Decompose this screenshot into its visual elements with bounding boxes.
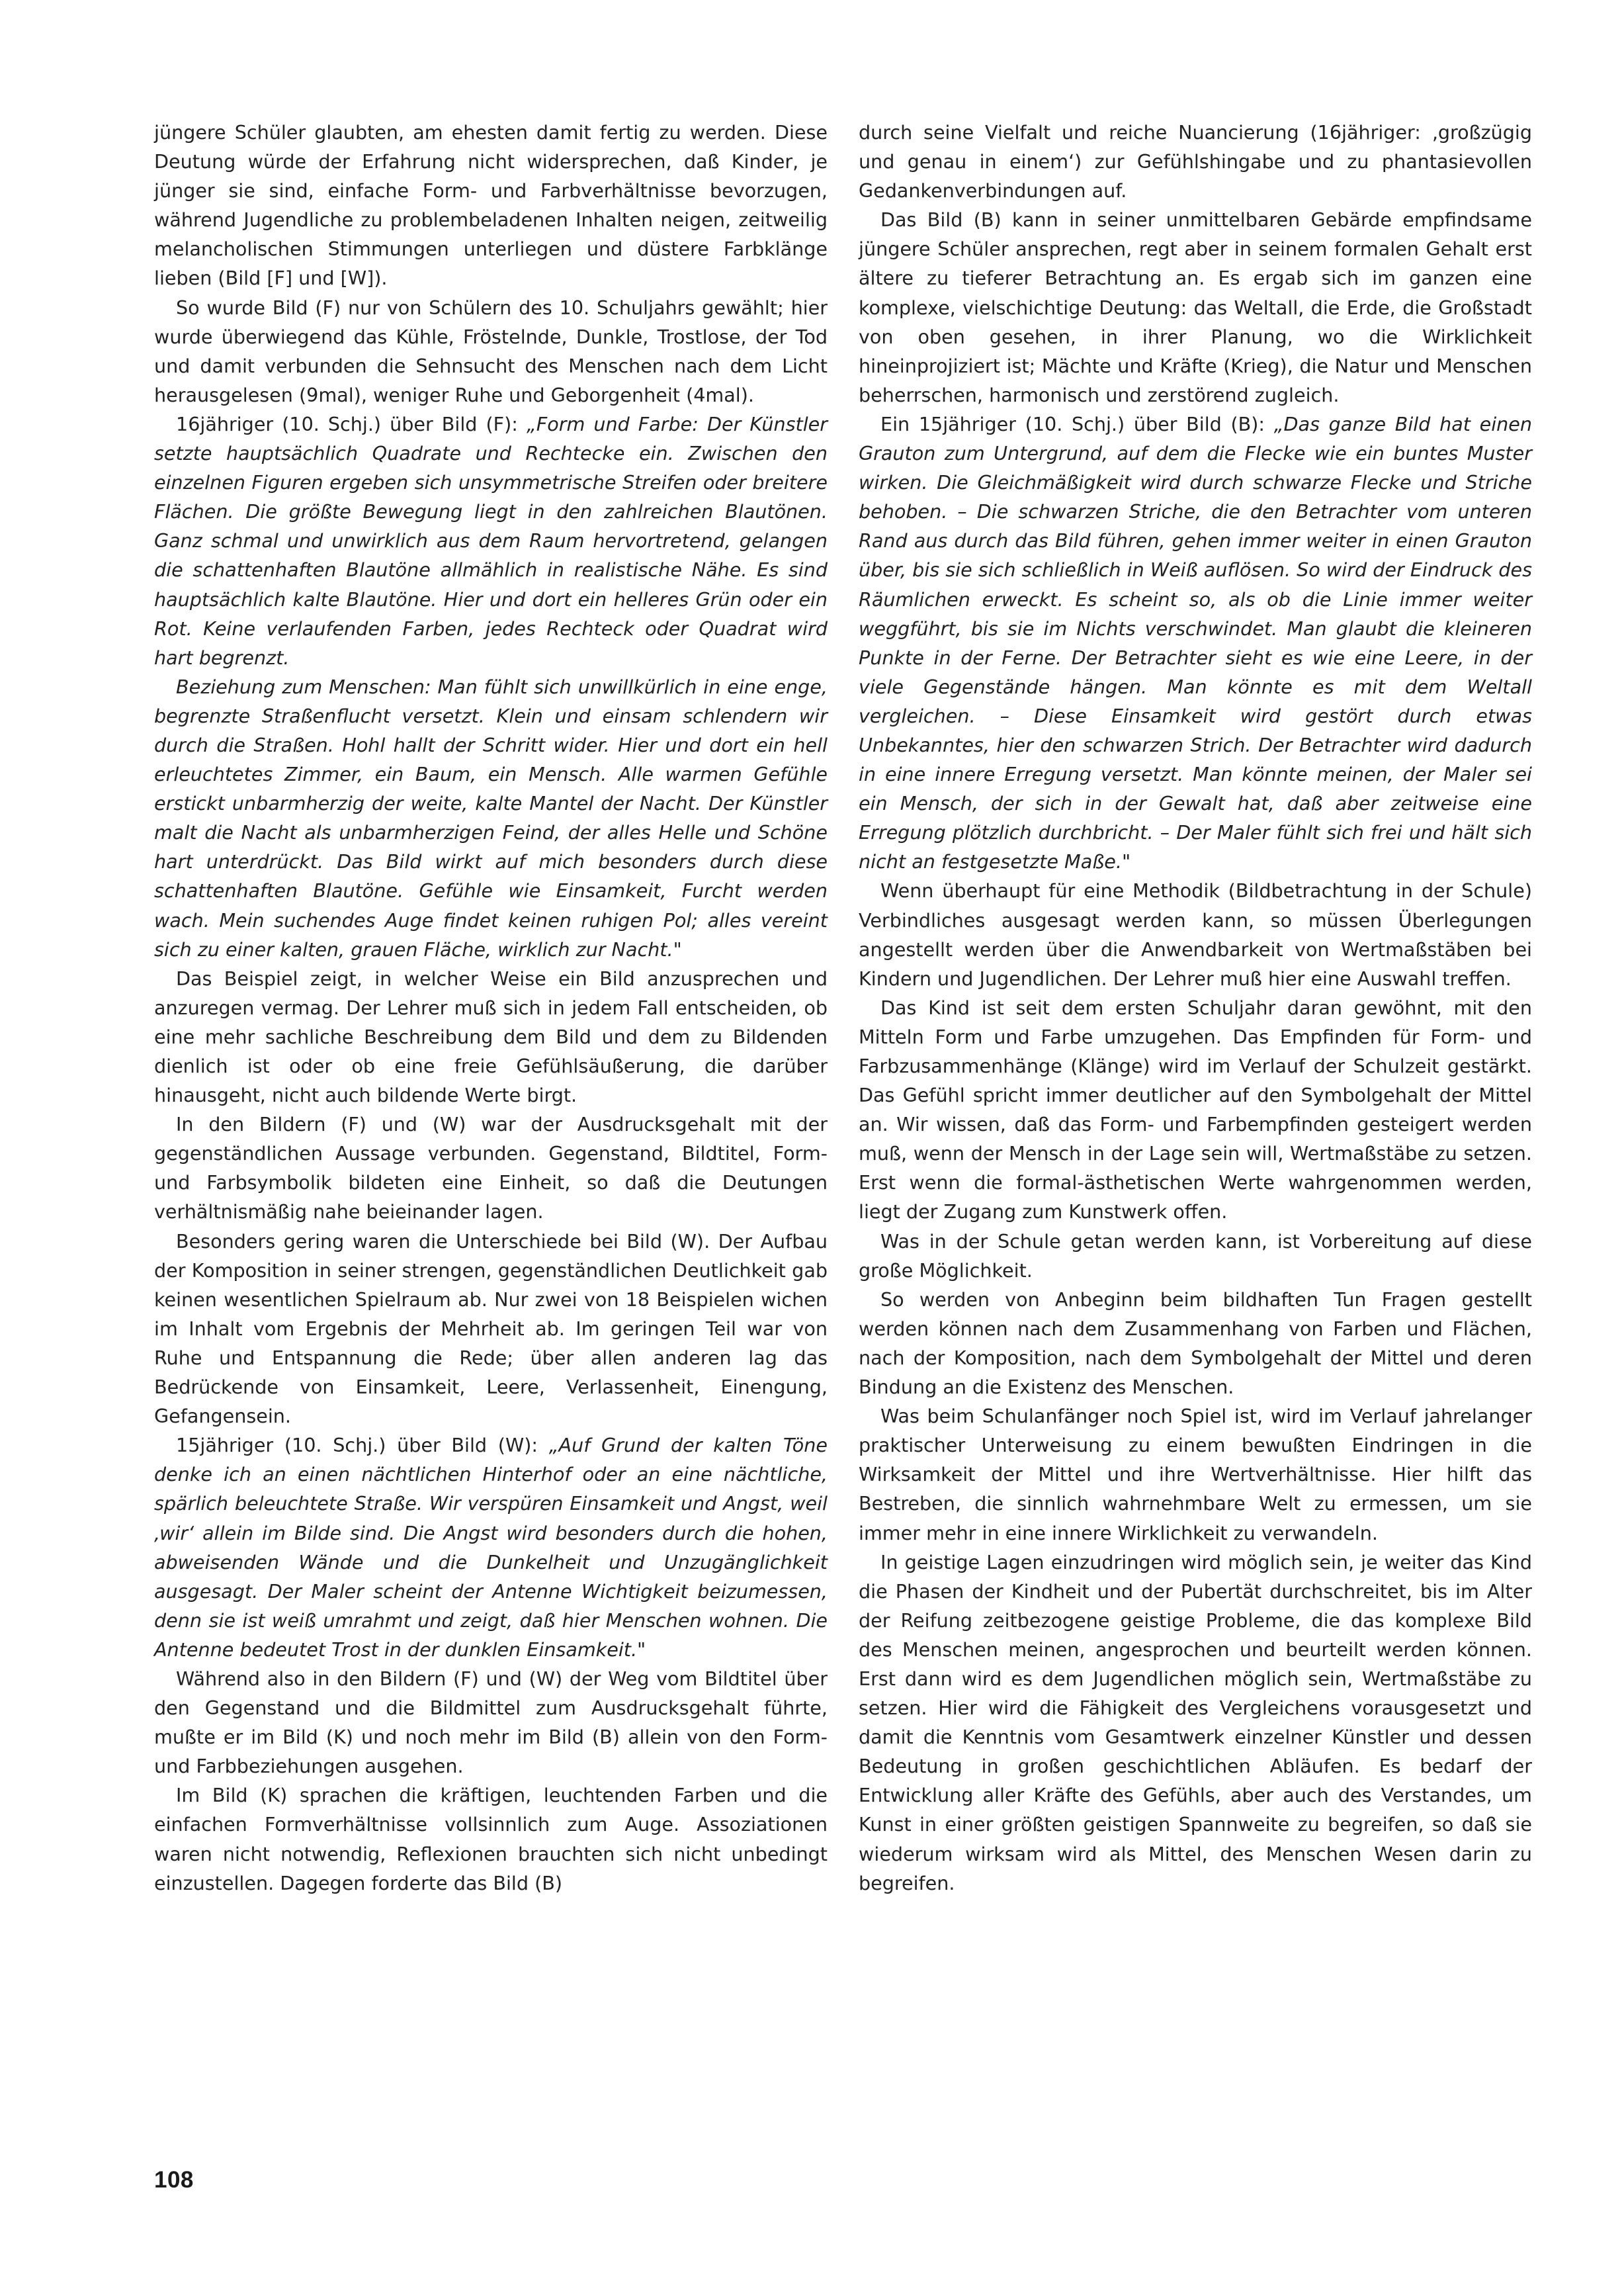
paragraph: Während also in den Bildern (F) und (W) der Weg vom Bildtitel über den Gegenstand und die Bildmittel zum Ausdrucksgehalt führte, mußte er im Bild (K) und noch mehr im Bild (B) allein von den Form- und Farbbeziehungen ausgehen.	[154, 1667, 828, 1778]
paragraph: In den Bildern (F) und (W) war der Ausdrucksgehalt mit der gegenständlichen Aussage verbunden. Gegenstand, Bildtitel, Form- und Farbsymbolik bildeten eine Einheit, so daß die Deutungen verhältnismäßig nahe beieinander lagen.	[154, 1113, 828, 1223]
quote-paragraph: Beziehung zum Menschen: Man fühlt sich unwillkürlich in eine enge, begrenzte Straßenflucht versetzt. Klein und einsam schlendern wir durch die Straßen. Hohl hallt der Schritt wider. Hier und dort ein hell erleuchtetes Zimmer, ein Baum, ein Mensch. Alle warmen Gefühle erstickt unbarmherzig der weite, kalte Mantel der Nacht. Der Künstler malt die Nacht als unbarmherzigen Feind, der alles Helle und Schöne hart unterdrückt. Das Bild wirkt auf mich besonders durch diese schattenhaften Blautöne. Gefühle wie Einsamkeit, Furcht werden wach. Mein suchendes Auge findet keinen ruhigen Pol; alles vereint sich zu einer kalten, grauen Fläche, wirklich zur Nacht."	[154, 675, 828, 961]
quote-text: „Form und Farbe: Der Künstler setzte hauptsächlich Quadrate und Rechtecke ein. Zwischen den einzelnen Figuren ergeben sich unsymmetrische Streifen oder breitere Flächen. Die größte Bewegung liegt in den zahlreichen Blautönen. Ganz schmal und unwirklich aus dem Raum hervortretend, gelangen die schattenhaften Blautöne allmählich in realistische Nähe. Es sind hauptsächlich kalte Blautöne. Hier und dort ein helleres Grün oder ein Rot. Keine verlaufenden Farben, jedes Rechteck oder Quadrat wird hart begrenzt.	[154, 412, 828, 669]
paragraph: Was in der Schule getan werden kann, ist Vorbereitung auf diese große Möglichkeit.	[859, 1229, 1532, 1282]
quote-lead: 16jähriger (10. Schj.) über Bild (F):	[176, 412, 527, 435]
paragraph: Besonders gering waren die Unterschiede bei Bild (W). Der Aufbau der Komposition in seiner strengen, gegenständlichen Deutlichkeit gab keinen wesentlichen Spielraum ab. Nur zwei von 18 Beispielen wichen im Inhalt vom Ergebnis der Mehrheit ab. Im geringen Teil war von Ruhe und Entspannung die Rede; über allen anderen lag das Bedrückende von Einsamkeit, Leere, Verlassenheit, Einengung, Gefangensein.	[154, 1229, 828, 1428]
quote-lead: Ein 15jähriger (10. Schj.) über Bild (B):	[880, 412, 1274, 435]
paragraph: Das Kind ist seit dem ersten Schuljahr daran gewöhnt, mit den Mitteln Form und Farbe umzugehen. Das Empfinden für Form- und Farbzusammenhänge (Klänge) wird im Verlauf der Schulzeit gestärkt. Das Gefühl spricht immer deutlicher auf den Symbolgehalt der Mittel an. Wir wissen, daß das Form- und Farbempfinden gesteigert werden muß, wenn der Mensch in der Lage sein will, Wertmaßstäbe zu setzen. Erst wenn die formal-ästhetischen Werte wahrgenommen werden, liegt der Zugang zum Kunstwerk offen.	[859, 996, 1532, 1223]
paragraph: Das Bild (B) kann in seiner unmittelbaren Gebärde empfindsame jüngere Schüler ansprechen, regt aber in seinem formalen Gehalt erst ältere zu tieferer Betrachtung an. Es ergab sich im ganzen eine komplexe, vielschichtige Deutung: das Weltall, die Erde, die Großstadt von oben gesehen, in ihrer Planung, wo die Wirklichkeit hineinprojiziert ist; Mächte und Kräfte (Krieg), die Natur und Menschen beherrschen, harmonisch und zerstörend zugleich.	[859, 208, 1532, 406]
paragraph: So werden von Anbeginn beim bildhaften Tun Fragen gestellt werden können nach dem Zusammenhang von Farben und Flächen, nach der Komposition, nach dem Symbolgehalt der Mittel und deren Bindung an die Existenz des Menschen.	[859, 1288, 1532, 1399]
quote-paragraph	[154, 410, 828, 672]
paragraph: Im Bild (K) sprachen die kräftigen, leuchtenden Farben und die einfachen Formverhältnisse vollsinnlich zum Auge. Assoziationen waren nicht notwendig, Reflexionen brauchten sich nicht unbedingt einzustellen. Dagegen forderte das Bild (B)	[154, 1784, 828, 1894]
paragraph: durch seine Vielfalt und reiche Nuancierung (16jähriger: ‚großzügig und genau in einem‘) zur Gefühlshingabe und zu phantasievollen Gedankenverbindungen auf.	[859, 121, 1532, 202]
left-column	[154, 118, 828, 1898]
paragraph: jüngere Schüler glaubten, am ehesten damit fertig zu werden. Diese Deutung würde der Erfahrung nicht widersprechen, daß Kinder, je jünger sie sind, einfache Form- und Farbverhältnisse bevorzugen, während Jugendliche zu problembeladenen Inhalten neigen, zeitweilig melancholischen Stimmungen unterliegen und düstere Farbklänge lieben (Bild [F] und [W]).	[154, 121, 828, 290]
paragraph: So wurde Bild (F) nur von Schülern des 10. Schuljahrs gewählt; hier wurde überwiegend das Kühle, Fröstelnde, Dunkle, Trostlose, der Tod und damit verbunden die Sehnsucht des Menschen nach dem Licht herausgelesen (9mal), weniger Ruhe und Geborgenheit (4mal).	[154, 296, 828, 406]
right-column	[859, 118, 1532, 1898]
quote-text: „Auf Grund der kalten Töne denke ich an einen nächtlichen Hinterhof oder an eine nächtliche, spärlich beleuchtete Straße. Wir verspüren Einsamkeit und Angst, weil ‚wir‘ allein im Bilde sind. Die Angst wird besonders durch die hohen, abweisenden Wände und die Dunkelheit und Unzugänglichkeit ausgesagt. Der Maler scheint der Antenne Wichtigkeit beizumessen, denn sie ist weiß umrahmt und zeigt, daß hier Menschen wohnen. Die Antenne bedeutet Trost in der dunklen Einsamkeit."	[154, 1434, 828, 1661]
page-number: 108	[154, 2167, 194, 2193]
paragraph: Wenn überhaupt für eine Methodik (Bildbetrachtung in der Schule) Verbindliches ausgesagt werden kann, so müssen Überlegungen angestellt werden über die Anwendbarkeit von Wertmaßstäben bei Kindern und Jugendlichen. Der Lehrer muß hier eine Auswahl treffen.	[859, 879, 1532, 990]
paragraph: In geistige Lagen einzudringen wird möglich sein, je weiter das Kind die Phasen der Kindheit und der Pubertät durchschreitet, bis im Alter der Reifung zeitbezogene geistige Probleme, die das komplexe Bild des Menschen meinen, angesprochen und beurteilt werden können. Erst dann wird es dem Jugendlichen möglich sein, Wertmaßstäbe zu setzen. Hier wird die Fähigkeit des Vergleichens vorausgesetzt und damit die Kenntnis vom Gesamtwerk einzelner Künstler und dessen Bedeutung in großen geschichtlichen Abläufen. Es bedarf der Entwicklung aller Kräfte des Gefühls, aber auch des Verstandes, um Kunst in einer größten geistigen Spannweite zu begreifen, so daß sie wiederum wirksam wird als Mittel, des Menschen Wesen darin zu begreifen.	[859, 1550, 1532, 1894]
quote-lead: 15jähriger (10. Schj.) über Bild (W):	[176, 1434, 549, 1457]
quote-paragraph	[154, 1431, 828, 1664]
paragraph: Was beim Schulanfänger noch Spiel ist, wird im Verlauf jahrelanger praktischer Unterweisung zu einem bewußten Eindringen in die Wirksamkeit der Mittel und ihre Wertverhältnisse. Hier hilft das Bestreben, die sinnlich wahrnehmbare Welt zu ermessen, um sie immer mehr in eine innere Wirklichkeit zu verwandeln.	[859, 1405, 1532, 1544]
quote-text: „Das ganze Bild hat einen Grauton zum Untergrund, auf dem die Flecke wie ein buntes Muster wirken. Die Gleichmäßigkeit wird durch schwarze Flecke und Striche behoben. – Die schwarzen Striche, die den Betrachter vom unteren Rand aus durch das Bild führen, gehen immer weiter in einen Grauton über, bis sie sich schließlich in Weiß auflösen. So wird der Eindruck des Räumlichen erweckt. Es scheint so, als ob die Linie immer weiter weggführt, bis sie im Nichts verschwindet. Man glaubt die kleineren Punkte in der Ferne. Der Betrachter sieht es wie eine Leere, in der viele Gegenstände hängen. Man könnte es mit dem Weltall vergleichen. – Diese Einsamkeit wird gestört durch etwas Unbekanntes, hier den schwarzen Strich. Der Betrachter wird dadurch in eine innere Erregung versetzt. Man könnte meinen, der Maler sei ein Mensch, der sich in der Gewalt hat, daß aber zeitweise eine Erregung plötzlich durchbricht. – Der Maler fühlt sich frei und hält sich nicht an festgesetzte Maße."	[859, 412, 1532, 873]
paragraph: Das Beispiel zeigt, in welcher Weise ein Bild anzusprechen und anzuregen vermag. Der Lehrer muß sich in jedem Fall entscheiden, ob eine mehr sachliche Beschreibung dem Bild und dem zu Bildenden dienlich ist oder ob eine freie Gefühlsäußerung, die darüber hinausgeht, nicht auch bildende Werte birgt.	[154, 967, 828, 1107]
quote-paragraph	[859, 410, 1532, 877]
